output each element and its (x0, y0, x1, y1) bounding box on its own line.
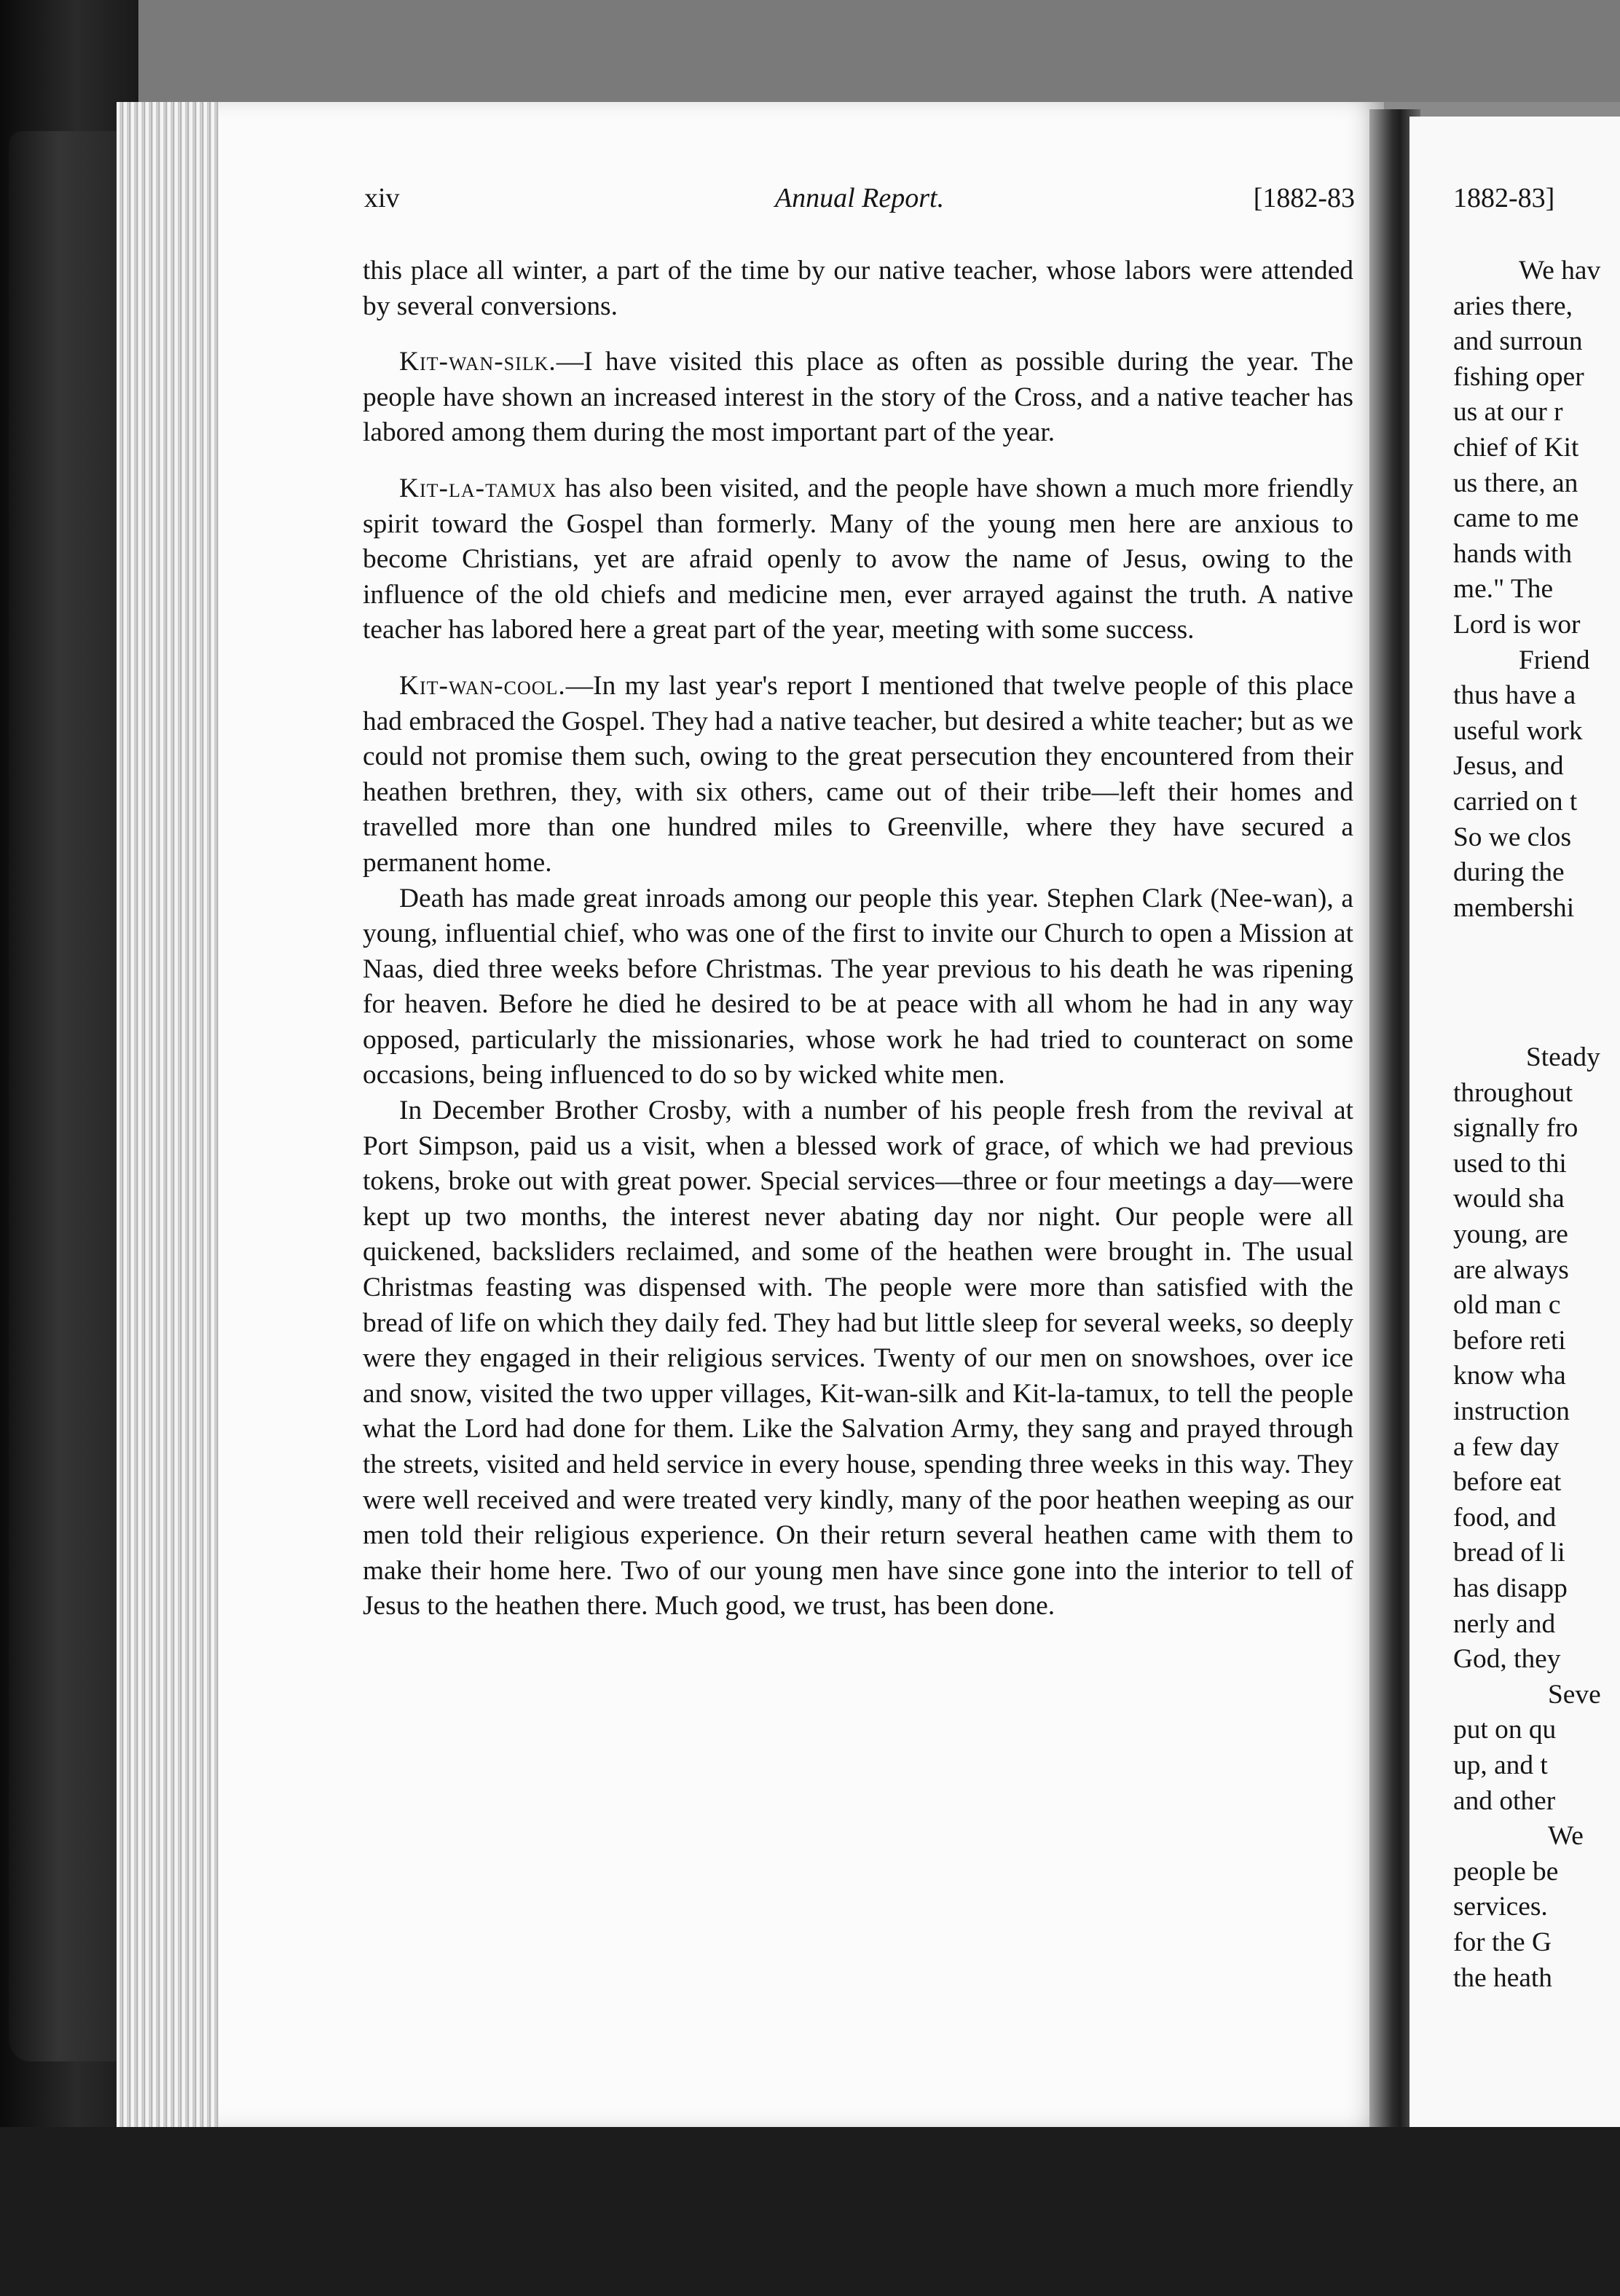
page-body (363, 253, 1353, 1624)
right-page-line: membershi (1453, 892, 1575, 923)
right-page-line: services. (1453, 1892, 1548, 1922)
right-page-line: bread of li (1453, 1538, 1565, 1568)
right-page-line: instruction (1453, 1396, 1570, 1426)
right-page-line: old man c (1453, 1290, 1561, 1321)
section-heading-kit-la-tamux: Kit-la-tamux (399, 473, 557, 503)
right-page-line: We hav (1519, 256, 1601, 286)
page-number: xiv (364, 183, 400, 213)
right-page-line: before reti (1453, 1325, 1566, 1356)
paragraph (363, 1093, 1353, 1624)
right-page-line: carried on t (1453, 787, 1578, 817)
right-page-line: people be (1453, 1856, 1559, 1887)
paragraph-text: this place all winter, a part of the time by our native teacher, whose labors were attended by several conversions. (363, 256, 1353, 321)
right-page-line: Lord is wor (1453, 610, 1581, 640)
paragraph-text: Death has made great inroads among our people this year. Stephen Clark (Nee-wan), a young, influential chief, who was one of the first to invite our Church to open a Mission at Naas, died three weeks before Christmas. The year previous to his death he was ripening for heaven. Before he died he desired to be at peace with all whom he had in any way opposed, particularly the missionaries, whose work he had tried to counteract on some occasions, being influenced to do so by wicked white men. (363, 883, 1353, 1090)
right-page-line: Friend (1519, 645, 1590, 675)
header-year: [1882-83 (1253, 183, 1355, 213)
paragraph (363, 471, 1353, 648)
right-page-line: chief of Kit (1453, 433, 1579, 463)
right-page-line: We (1548, 1821, 1584, 1852)
right-page-line: throughout (1453, 1077, 1573, 1108)
right-page-line: a few day (1453, 1431, 1560, 1462)
right-page-line: and other (1453, 1785, 1556, 1816)
right-page-header: 1882-83] (1453, 183, 1555, 213)
scan-background-top (0, 0, 1620, 102)
right-page-line: us there, an (1453, 468, 1578, 498)
right-page-line: fishing oper (1453, 361, 1584, 392)
paragraph (363, 345, 1353, 451)
section-heading-kit-wan-cool: Kit-wan-cool. (399, 670, 566, 701)
right-page-line: signally fro (1453, 1113, 1578, 1144)
book-spine (9, 131, 133, 2061)
running-header (364, 182, 1355, 226)
paragraph (363, 881, 1353, 1094)
right-page-line: aries there, (1453, 291, 1573, 321)
right-page-line: thus have a (1453, 680, 1576, 711)
paragraph-text: has also been visited, and the people have shown a much more friendly spirit toward the Gospel than formerly. Many of the young men here are anxious to become Christians, yet are afraid openly to avow the name of Jesus, owing to the influence of the old chiefs and medicine men, ever arrayed against the truth. A native teacher has labored here a great part of the year, meeting with some success. (363, 473, 1353, 645)
right-page-line: the heath (1453, 1962, 1552, 1993)
right-page-line: know wha (1453, 1361, 1566, 1391)
right-page-line: and surroun (1453, 326, 1583, 357)
right-page-line: came to me (1453, 503, 1579, 534)
right-page-line: for the G (1453, 1927, 1552, 1957)
right-page-line: Seve (1548, 1679, 1601, 1710)
right-page-line: used to thi (1453, 1148, 1567, 1179)
section-heading-kit-wan-silk: Kit-wan-silk. (399, 347, 557, 377)
paragraph-text: In December Brother Crosby, with a number of his people fresh from the revival at Port Simpson, paid us a visit, when a blessed work of grace, of which we had previous tokens, broke out with great power. Special services—three or four meetings a day—were kept up two months, the interest never abating day nor night. Our people were all quickened, backsliders reclaimed, and some of the heathen were brought in. The usual Christmas feasting was dispensed with. The people were more than satisfied with the bread of life on which they daily fed. They had but little sleep for several weeks, so deeply were they engaged in their religious services. Twenty of our men on snowshoes, over ice and snow, visited the two upper villages, Kit-wan-silk and Kit-la-tamux, to tell the people what the Lord had done for them. Like the Salvation Army, they sang and prayed through the streets, visited and held service in every house, spending three weeks in this way. They were well received and were treated very kindly, many of the poor heathen weeping as our men told their religious experience. On their return several heathen came with them to make their home here. Two of our young men have since gone into the interior to tell of Jesus to the heathen there. Much good, we trust, has been done. (363, 1096, 1353, 1621)
right-page-line: us at our r (1453, 397, 1563, 428)
page-edges (117, 102, 226, 2127)
right-page-line: Steady (1526, 1042, 1600, 1072)
right-page-line: nerly and (1453, 1608, 1556, 1639)
right-page-line: up, and t (1453, 1750, 1548, 1780)
paragraph-text: —In my last year's report I mentioned that twelve people of this place had embraced the Gospel. They had a native teacher, but desired a white teacher; but as we could not promise them such, owing to the great persecution they encountered from their heathen brethren, they, with six others, came out of their tribe—left their homes and travelled more than one hundred miles to Greenville, where they have secured a permanent home. (363, 670, 1353, 878)
right-page-line: are always (1453, 1254, 1569, 1285)
right-page-line: useful work (1453, 715, 1583, 746)
right-page-line: before eat (1453, 1467, 1562, 1498)
paragraph (363, 669, 1353, 881)
right-page-line: me." The (1453, 574, 1554, 605)
right-page-line: would sha (1453, 1184, 1565, 1214)
right-page-line: during the (1453, 857, 1565, 888)
scan-background-bottom (0, 2127, 1620, 2296)
right-page-line: Jesus, and (1453, 751, 1564, 782)
paragraph (363, 253, 1353, 324)
running-title: Annual Report. (774, 183, 945, 213)
right-page-line: has disapp (1453, 1573, 1568, 1603)
right-page-line: hands with (1453, 538, 1573, 569)
paragraph-text: —I have visited this place as often as possible during the year. The people have shown an increased interest in the story of the Cross, and a native teacher has labored among them during the most important part of the year. (363, 347, 1353, 448)
right-page-line: So we clos (1453, 822, 1572, 852)
right-page-line: food, and (1453, 1502, 1557, 1533)
right-page-line: put on qu (1453, 1715, 1557, 1745)
right-page-line: young, are (1453, 1219, 1568, 1249)
right-page-line: God, they (1453, 1644, 1561, 1675)
